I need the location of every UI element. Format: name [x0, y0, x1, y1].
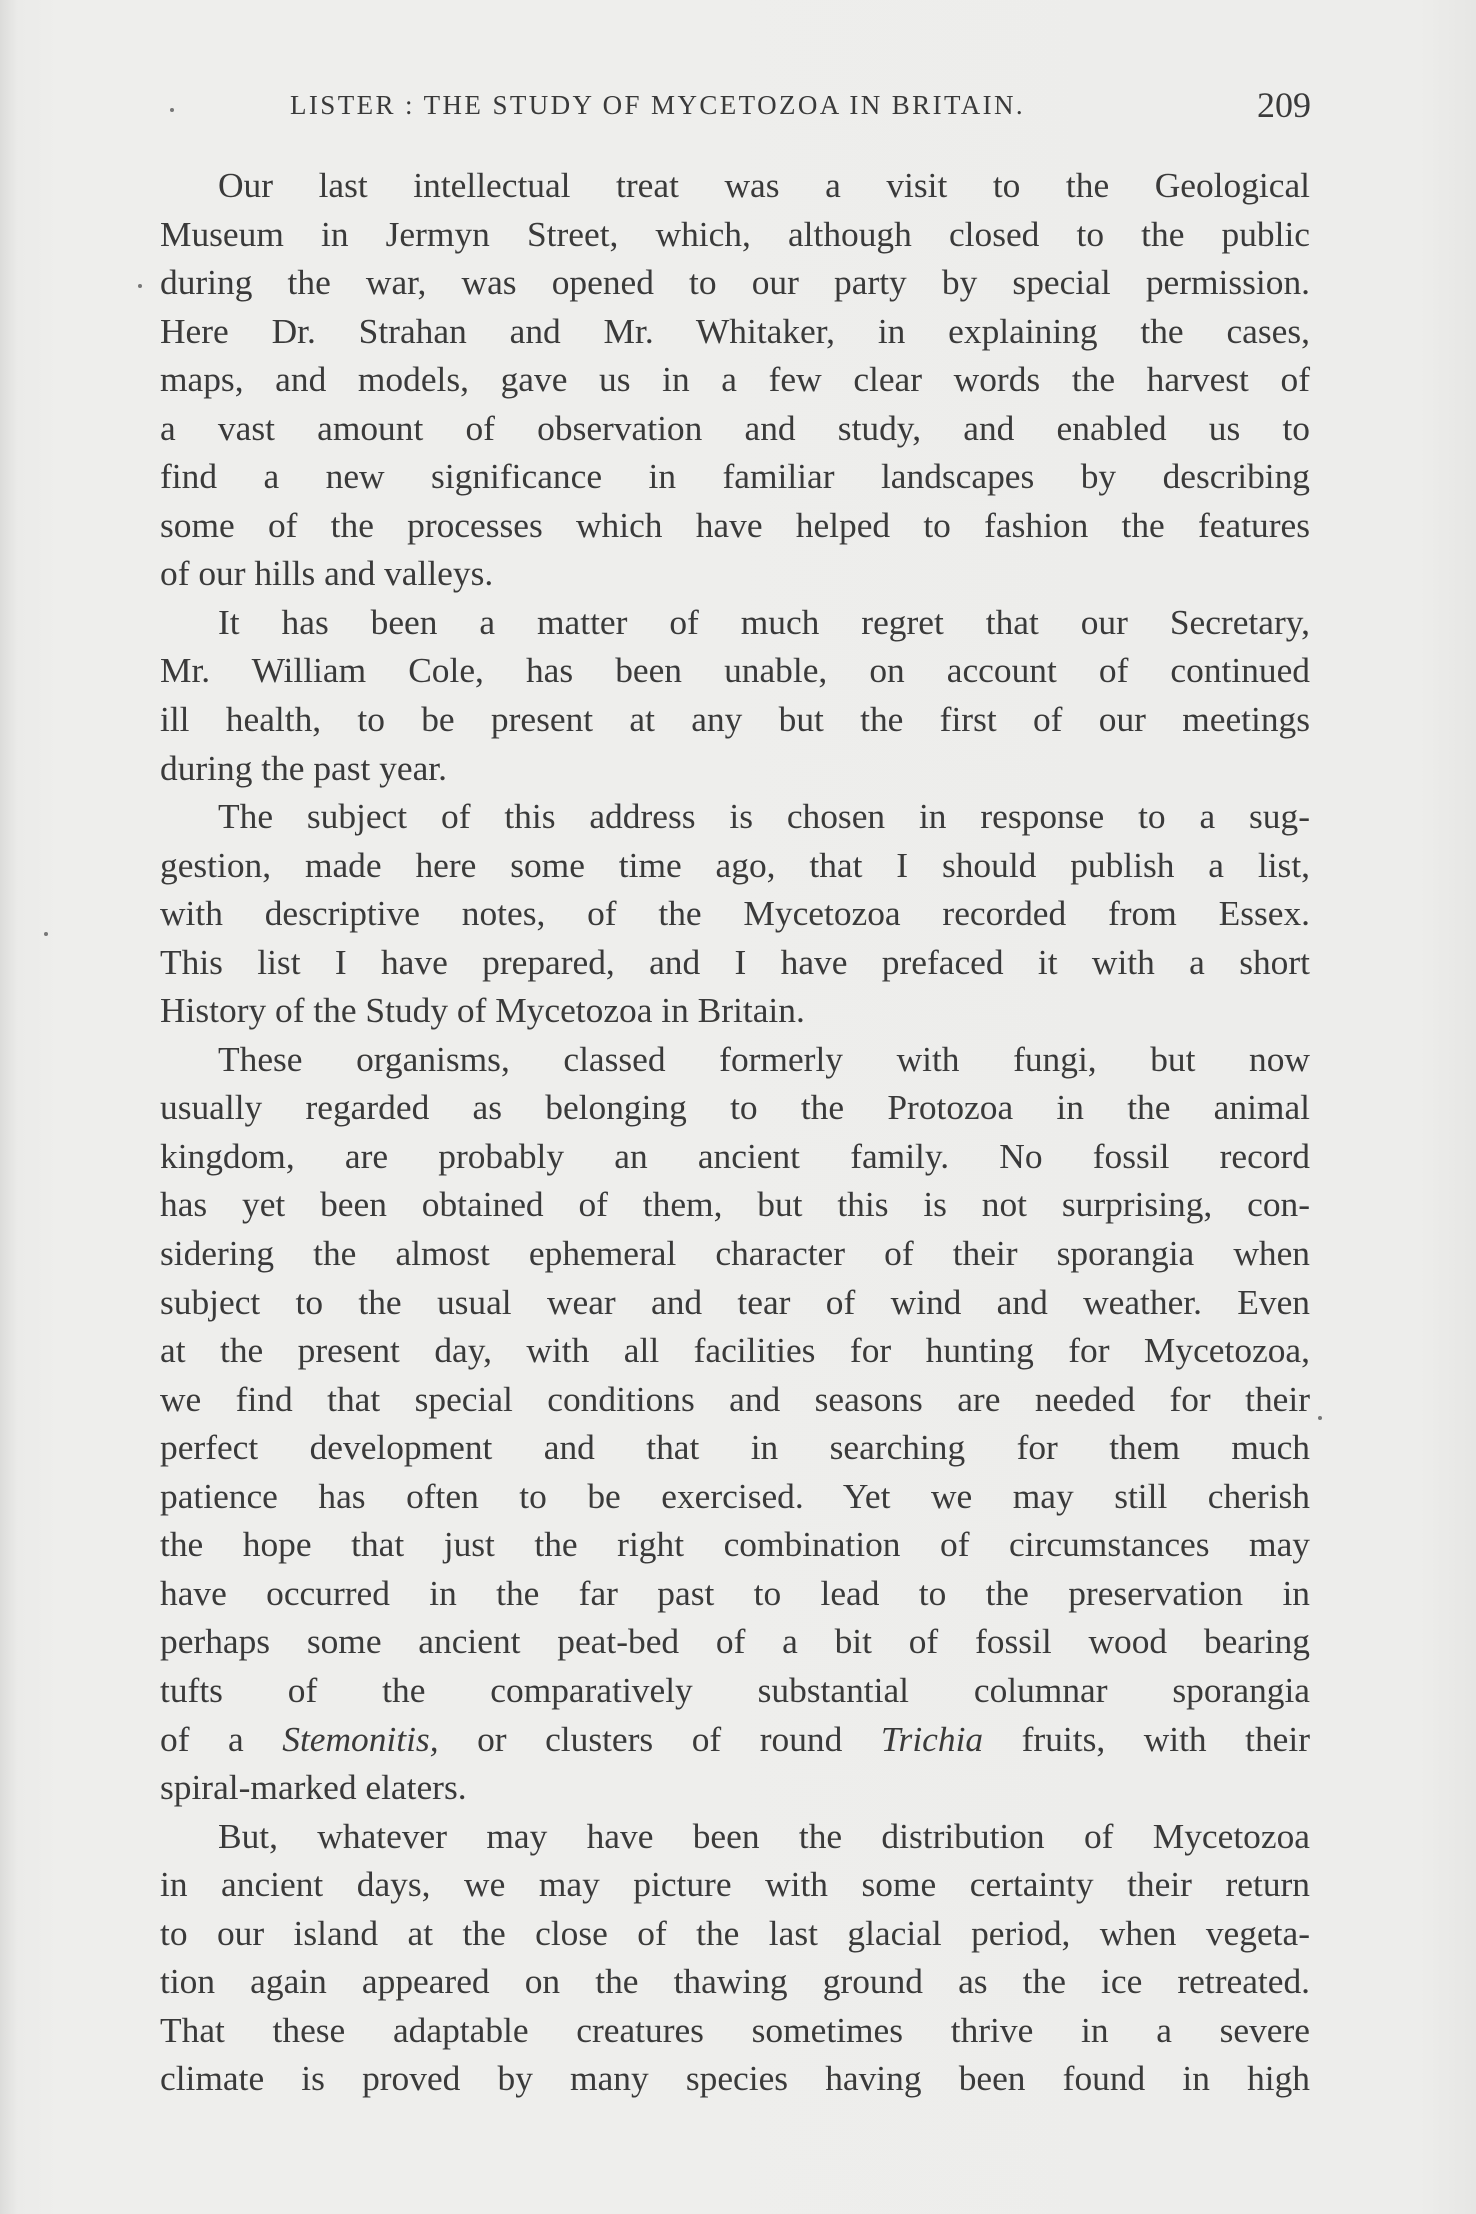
- text-line: kingdom, are probably an ancient family. No fossil record: [160, 1135, 1310, 1176]
- text-segment: fruits, with their: [983, 1718, 1311, 1759]
- italic-genus-name: Stemonitis,: [282, 1718, 439, 1759]
- text-line: some of the processes which have helped to fashion the features: [160, 504, 1310, 545]
- text-line: But, whatever may have been the distribution of Mycetozoa: [218, 1815, 1310, 1856]
- page-number: 209: [1257, 85, 1311, 125]
- text-line: ill health, to be present at any but the first of our meetings: [160, 699, 1310, 740]
- text-line: during the past year.: [160, 747, 447, 788]
- running-title: LISTER : THE STUDY OF MYCETOZOA IN BRITAIN.: [290, 90, 1026, 120]
- text-line: maps, and models, gave us in a few clear words the harvest of: [160, 359, 1310, 400]
- text-line: in ancient days, we may picture with some certainty their return: [160, 1864, 1310, 1905]
- text-line: perhaps some ancient peat-bed of a bit of fossil wood bearing: [160, 1621, 1310, 1662]
- text-line: tufts of the comparatively substantial columnar sporangia: [160, 1669, 1310, 1710]
- text-line: have occurred in the far past to lead to the preservation in: [160, 1572, 1310, 1613]
- text-line: These organisms, classed formerly with fungi, but now: [218, 1038, 1310, 1079]
- text-segment: or clusters of round: [438, 1718, 881, 1759]
- paragraph-address-subject: [160, 792, 1310, 1035]
- text-line: The subject of this address is chosen in response to a sug-: [218, 796, 1310, 837]
- text-line: sidering the almost ephemeral character of their sporangia when: [160, 1233, 1310, 1274]
- paragraph-organisms: [160, 1035, 1310, 1812]
- print-speck: [138, 284, 142, 288]
- text-line: with descriptive notes, of the Mycetozoa recorded from Essex.: [160, 893, 1310, 934]
- print-speck: [44, 932, 48, 936]
- text-line: That these adaptable creatures sometimes thrive in a severe: [160, 2009, 1310, 2050]
- text-line: of our hills and valleys.: [160, 553, 494, 594]
- text-line: It has been a matter of much regret that our Secretary,: [218, 601, 1310, 642]
- text-line: This list I have prepared, and I have prefaced it with a short: [160, 941, 1310, 982]
- text-line: has yet been obtained of them, but this is not surprising, con-: [160, 1184, 1310, 1225]
- text-line: subject to the usual wear and tear of wind and weather. Even: [160, 1281, 1310, 1322]
- text-line: Here Dr. Strahan and Mr. Whitaker, in explaining the cases,: [160, 310, 1310, 351]
- text-line: we find that special conditions and seasons are needed for their: [160, 1378, 1310, 1419]
- text-line: during the war, was opened to our party by special permission.: [160, 262, 1310, 303]
- text-line: patience has often to be exercised. Yet we may still cherish: [160, 1475, 1310, 1516]
- text-line: perfect development and that in searching for them much: [160, 1427, 1310, 1468]
- text-line: find a new significance in familiar landscapes by describing: [160, 456, 1310, 497]
- text-line: climate is proved by many species having been found in high: [160, 2058, 1310, 2099]
- print-speck: [170, 108, 174, 112]
- running-header: [290, 84, 1311, 134]
- text-line: Museum in Jermyn Street, which, although closed to the public: [160, 213, 1310, 254]
- text-line: Mr. William Cole, has been unable, on account of continued: [160, 650, 1310, 691]
- text-line: tion again appeared on the thawing ground as the ice retreated.: [160, 1961, 1310, 2002]
- text-line: a vast amount of observation and study, and enabled us to: [160, 407, 1310, 448]
- text-line: spiral-marked elaters.: [160, 1767, 467, 1808]
- italic-genus-name: Trichia: [880, 1718, 984, 1759]
- text-line: gestion, made here some time ago, that I should publish a list,: [160, 844, 1310, 885]
- text-segment: of a: [160, 1718, 283, 1759]
- text-line: to our island at the close of the last glacial period, when vegeta-: [160, 1912, 1310, 1953]
- text-line: usually regarded as belonging to the Protozoa in the animal: [160, 1087, 1310, 1128]
- paragraph-distribution: [160, 1812, 1310, 2103]
- paragraph-museum-visit: [160, 161, 1310, 598]
- text-line-with-italics: [160, 1715, 1310, 1764]
- text-line: Our last intellectual treat was a visit to the Geological: [218, 165, 1310, 205]
- text-line: the hope that just the right combination of circumstances may: [160, 1524, 1310, 1565]
- body-text: [160, 161, 1310, 2103]
- text-line: History of the Study of Mycetozoa in Britain.: [160, 990, 805, 1031]
- paragraph-secretary: [160, 598, 1310, 792]
- print-speck: [1318, 1416, 1322, 1420]
- text-line: at the present day, with all facilities for hunting for Mycetozoa,: [160, 1330, 1310, 1371]
